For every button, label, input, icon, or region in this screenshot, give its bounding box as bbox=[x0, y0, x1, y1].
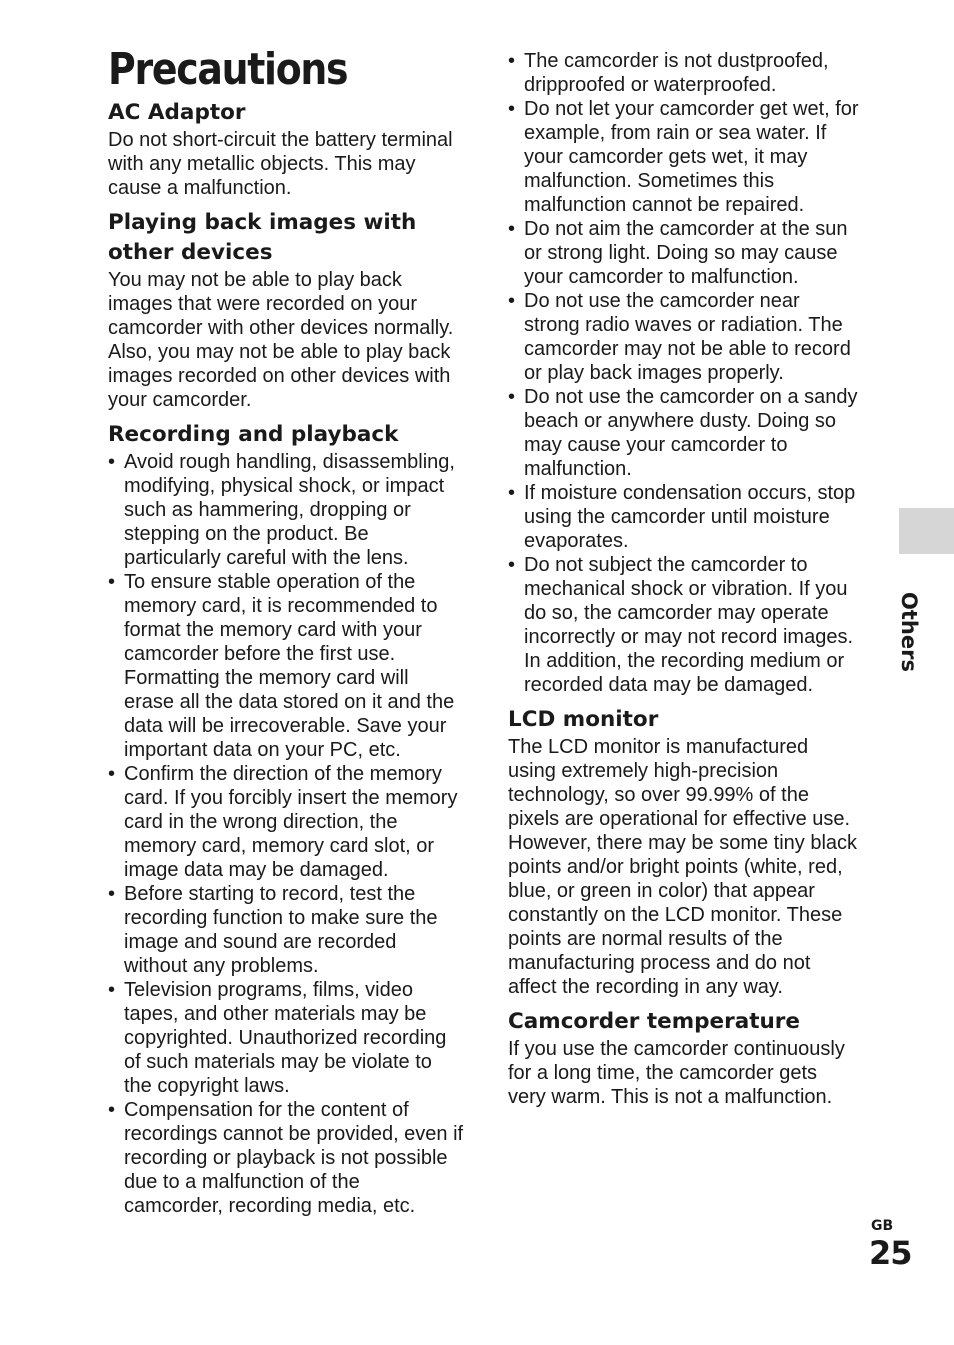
section-camcorder-temperature bbox=[508, 1007, 860, 1109]
list-item: • The camcorder is not dustproofed, dripproofed or waterproofed. bbox=[508, 49, 860, 97]
heading-lcd-monitor: LCD monitor bbox=[508, 707, 659, 732]
section-playback-devices bbox=[108, 208, 464, 412]
section-ac-adaptor bbox=[108, 98, 464, 200]
left-column bbox=[108, 98, 464, 1226]
heading-playback-devices: Playing back images with other devices bbox=[108, 210, 417, 265]
heading-recording-playback: Recording and playback bbox=[108, 422, 399, 447]
list-item: • Before starting to record, test the recording function to make sure the image and sound are recorded without any problems. bbox=[108, 882, 464, 978]
text-playback-devices: You may not be able to play back images that were recorded on your camcorder with other devices normally. Also, you may not be able to play back images recorded on other devices with your camcorder. bbox=[108, 269, 454, 411]
list-item: • Do not use the camcorder on a sandy beach or anywhere dusty. Doing so may cause your camcorder to malfunction. bbox=[508, 385, 860, 481]
side-tab-label: Others bbox=[897, 592, 921, 672]
section-lcd-monitor bbox=[508, 705, 860, 999]
recording-bullet-list bbox=[108, 450, 464, 1218]
text-ac-adaptor: Do not short-circuit the battery terminal with any metallic objects. This may cause a malfunction. bbox=[108, 129, 453, 199]
side-tab-marker bbox=[899, 508, 954, 554]
section-recording-playback bbox=[108, 420, 464, 1218]
list-item: • Television programs, films, video tapes, and other materials may be copyrighted. Unauthorized recording of such materials may be violate to the copyright laws. bbox=[108, 978, 464, 1098]
list-item: • Do not let your camcorder get wet, for example, from rain or sea water. If your camcorder gets wet, it may malfunction. Sometimes this malfunction cannot be repaired. bbox=[508, 97, 860, 217]
heading-ac-adaptor: AC Adaptor bbox=[108, 100, 246, 125]
region-code: GB bbox=[871, 1218, 894, 1234]
heading-camcorder-temperature: Camcorder temperature bbox=[508, 1009, 800, 1034]
list-item: • Do not subject the camcorder to mechanical shock or vibration. If you do so, the camcorder may operate incorrectly or may not record images. In addition, the recording medium or recorded data may be damaged. bbox=[508, 553, 860, 697]
page-title: Precautions bbox=[108, 44, 348, 95]
precautions-bullet-list bbox=[508, 49, 860, 697]
text-lcd-monitor: The LCD monitor is manufactured using extremely high-precision technology, so over 99.99% of the pixels are operational for effective use. However, there may be some tiny black points and/or bright points (white, red, blue, or green in color) that appear constantly on the LCD monitor. These points are normal results of the manufacturing process and do not affect the recording in any way. bbox=[508, 736, 858, 998]
list-item: • Avoid rough handling, disassembling, modifying, physical shock, or impact such as hammering, dropping or stepping on the product. Be particularly careful with the lens. bbox=[108, 450, 464, 570]
list-item: • Confirm the direction of the memory card. If you forcibly insert the memory card in the wrong direction, the memory card, memory card slot, or image data may be damaged. bbox=[108, 762, 464, 882]
text-camcorder-temperature: If you use the camcorder continuously for a long time, the camcorder gets very warm. This is not a malfunction. bbox=[508, 1038, 845, 1108]
list-item: • Do not use the camcorder near strong radio waves or radiation. The camcorder may not be able to record or play back images properly. bbox=[508, 289, 860, 385]
page-number: 25 bbox=[869, 1234, 912, 1272]
list-item: • Compensation for the content of recordings cannot be provided, even if recording or playback is not possible due to a malfunction of the camcorder, recording media, etc. bbox=[108, 1098, 464, 1218]
list-item: • If moisture condensation occurs, stop using the camcorder until moisture evaporates. bbox=[508, 481, 860, 553]
list-item: • Do not aim the camcorder at the sun or strong light. Doing so may cause your camcorder to malfunction. bbox=[508, 217, 860, 289]
right-column bbox=[508, 49, 860, 1117]
list-item: • To ensure stable operation of the memory card, it is recommended to format the memory card with your camcorder before the first use. Formatting the memory card will erase all the data stored on it and the data will be irrecoverable. Save your important data on your PC, etc. bbox=[108, 570, 464, 762]
